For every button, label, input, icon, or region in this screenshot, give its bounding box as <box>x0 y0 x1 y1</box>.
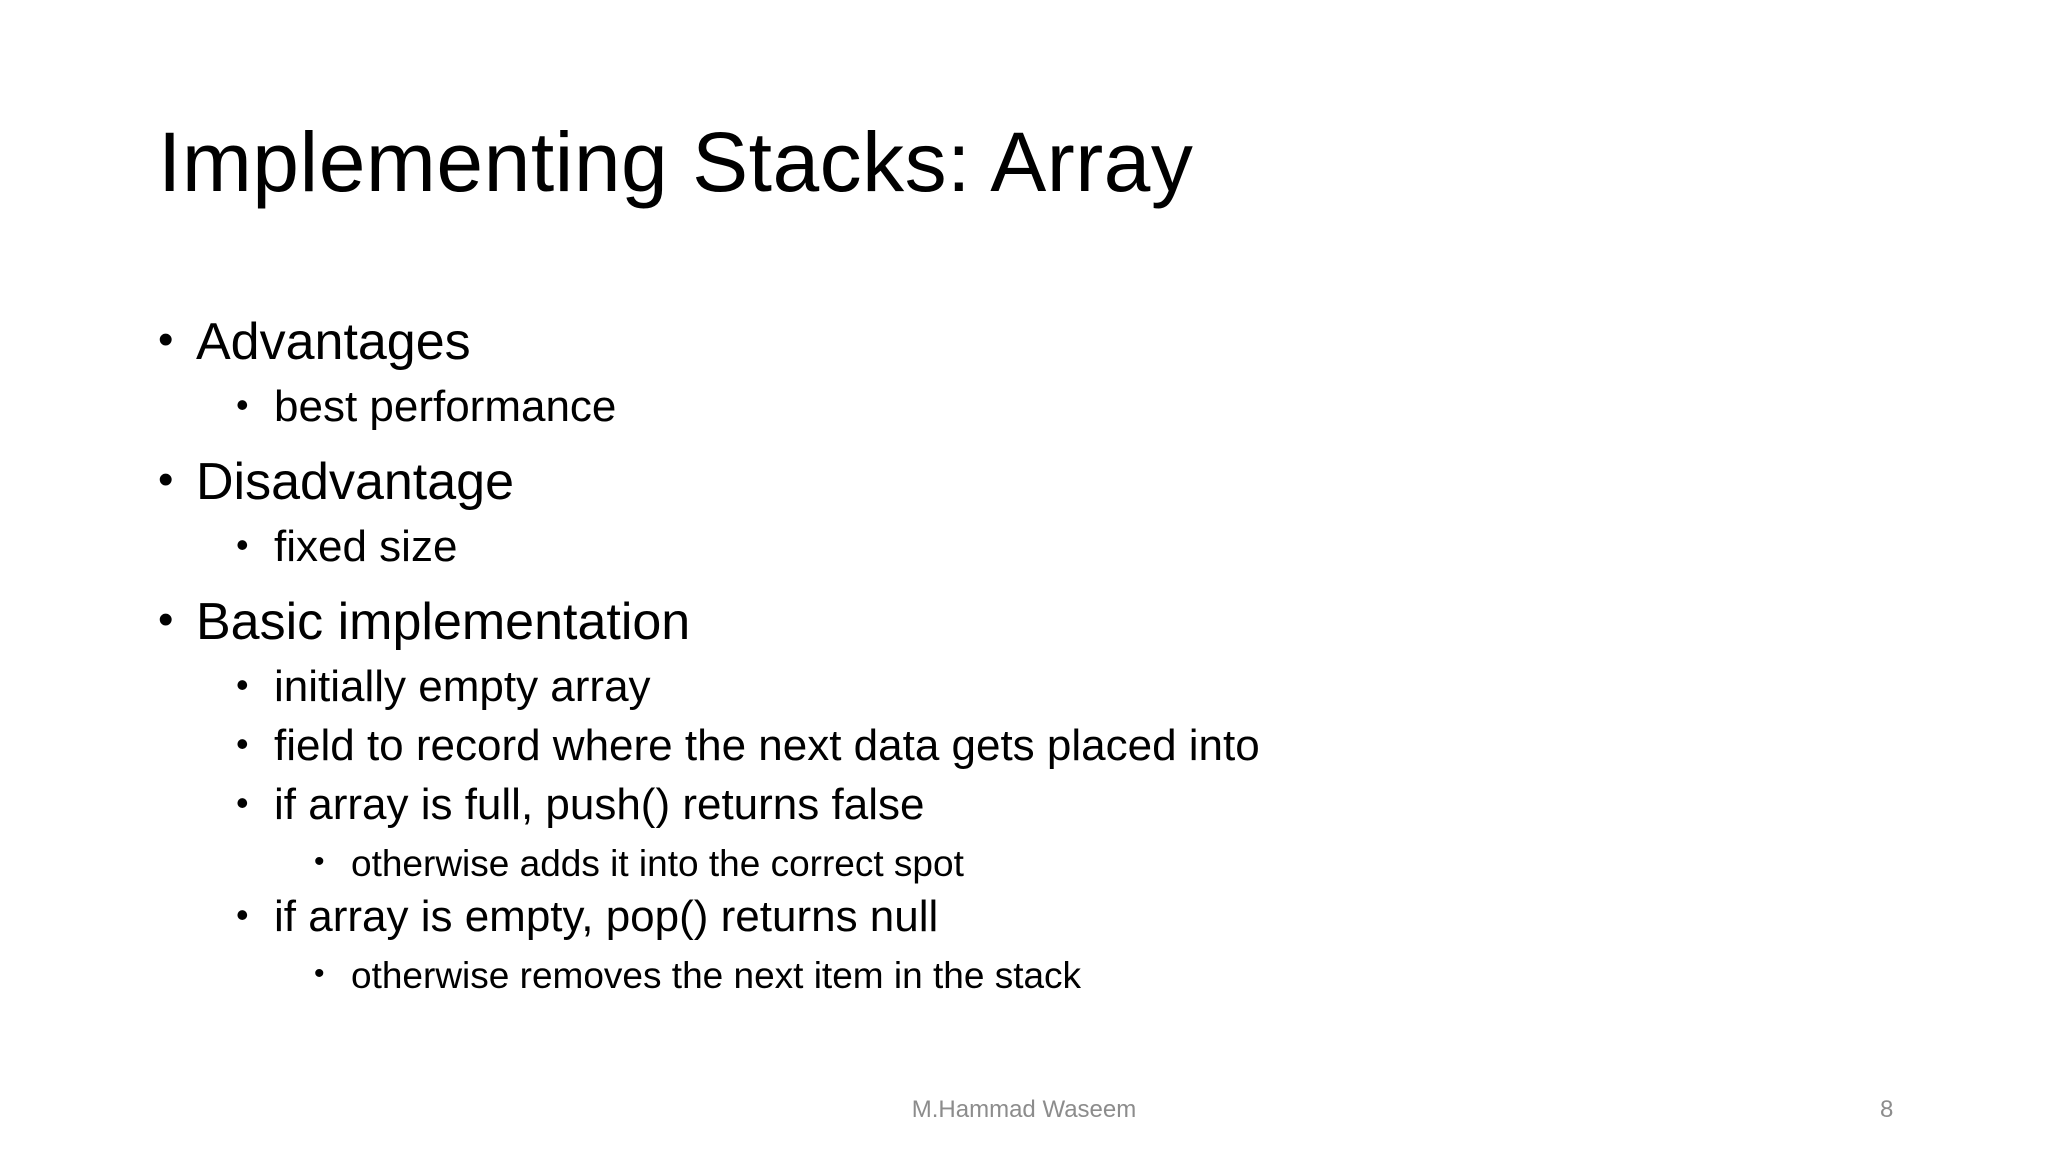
bullet-icon: • <box>236 664 249 705</box>
bullet-icon: • <box>236 723 249 764</box>
bullet-text: otherwise adds it into the correct spot <box>351 843 964 884</box>
bullet-item <box>314 957 1081 994</box>
bullet-item <box>158 313 471 371</box>
bullet-item <box>158 453 514 511</box>
bullet-item <box>236 382 617 431</box>
bullet-text: Basic implementation <box>196 593 691 651</box>
bullet-text: Disadvantage <box>196 453 514 511</box>
bullet-item <box>236 662 651 711</box>
bullet-icon: • <box>236 782 249 823</box>
bullet-icon: • <box>314 957 325 990</box>
bullet-icon: • <box>158 455 174 504</box>
bullet-text: if array is empty, pop() returns null <box>274 892 939 941</box>
slide-number: 8 <box>1880 1096 1894 1123</box>
bullet-icon: • <box>158 315 174 364</box>
bullet-text: Advantages <box>196 313 471 371</box>
bullet-text: fixed size <box>274 522 458 571</box>
slide-title: Implementing Stacks: Array <box>158 115 1194 209</box>
bullet-text: best performance <box>274 382 617 431</box>
bullet-text: otherwise removes the next item in the stack <box>351 955 1082 996</box>
bullet-icon: • <box>158 595 174 644</box>
bullet-text: field to record where the next data gets placed into <box>274 721 1260 770</box>
bullet-icon: • <box>236 524 249 565</box>
bullet-text: initially empty array <box>274 662 651 711</box>
footer-author: M.Hammad Waseem <box>911 1096 1137 1123</box>
bullet-item <box>236 522 458 571</box>
bullet-icon: • <box>236 384 249 425</box>
bullet-item <box>314 845 964 882</box>
bullet-icon: • <box>236 894 249 935</box>
bullet-item <box>236 780 925 829</box>
bullet-item <box>158 593 691 651</box>
bullet-text: if array is full, push() returns false <box>274 780 925 829</box>
bullet-item <box>236 892 939 941</box>
bullet-item <box>236 721 1260 770</box>
bullet-icon: • <box>314 845 325 878</box>
